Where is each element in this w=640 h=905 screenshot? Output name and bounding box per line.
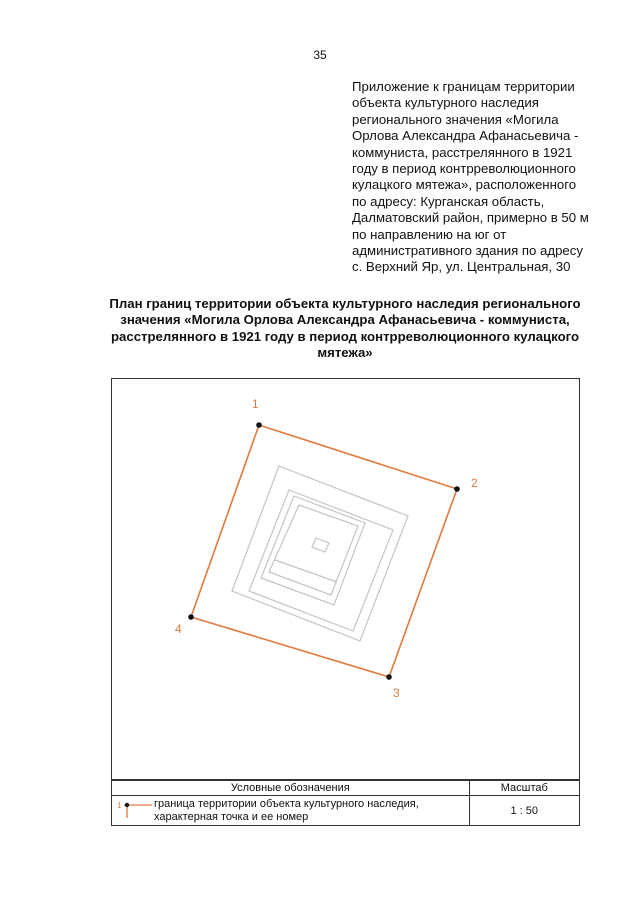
boundary-symbol-icon [112, 796, 152, 825]
appendix-line: кулацкого мятежа», расположенного [352, 177, 577, 193]
appendix-line: коммуниста, расстрелянного в 1921 [352, 144, 573, 160]
appendix-line: Приложение к границам территории [352, 79, 575, 94]
appendix-line: административного здания по адресу [352, 243, 583, 259]
plan-title-line: значения «Могила Орлова Александра Афанасьевича - коммуниста, [120, 312, 570, 328]
point-label-2: 2 [471, 476, 478, 490]
boundary-map [111, 378, 580, 780]
appendix-line: по адресу: Курганская область, [352, 193, 545, 209]
appendix-note [352, 79, 622, 276]
legend-description-line: граница территории объекта культурного наследия, [154, 797, 419, 810]
outer-fence [232, 466, 408, 641]
appendix-line: с. Верхний Яр, ул. Центральная, 30 [352, 259, 571, 275]
boundary-point-1 [256, 422, 262, 428]
boundary-point-2 [454, 486, 460, 492]
map-drawing [112, 379, 581, 781]
legend-row [112, 796, 580, 826]
boundary-point-3 [386, 674, 392, 680]
page-number: 35 [313, 48, 327, 62]
scale-value: 1 : 50 [469, 796, 579, 826]
scale-header: Масштаб [469, 781, 579, 796]
boundary-point-4 [188, 614, 194, 620]
plan-title-line: расстрелянного в 1921 году в период контрреволюционного кулацкого [110, 328, 580, 344]
plan-title-line: План границ территории объекта культурного наследия регионального [109, 296, 581, 311]
legend-symbol-number: 1 [117, 801, 122, 810]
legend-description [152, 798, 419, 824]
legend-description-line: характерная точка и ее номер [154, 810, 309, 823]
point-label-1: 1 [252, 397, 259, 411]
grave-mound-inner [269, 505, 358, 595]
appendix-line: объекта культурного наследия [352, 95, 539, 111]
appendix-line: регионального значения «Могила [352, 111, 559, 127]
point-label-4: 4 [175, 622, 182, 636]
plan-title-line: мятежа» [317, 344, 373, 360]
appendix-line: году в период контрреволюционного [352, 161, 576, 177]
point-label-3: 3 [393, 686, 400, 700]
appendix-line: по направлению на юг от [352, 226, 507, 242]
plan-title [80, 296, 610, 361]
appendix-line: Орлова Александра Афанасьевича - [352, 128, 579, 144]
mound-divider [275, 560, 337, 582]
legend-header-row [112, 781, 580, 796]
grave-outline [232, 466, 408, 641]
headstone [312, 538, 329, 552]
appendix-line: Далматовский район, примерно в 50 м [352, 210, 589, 226]
legend-table [111, 780, 580, 826]
legend-entry [112, 796, 469, 825]
legend-header: Условные обозначения [112, 781, 470, 796]
